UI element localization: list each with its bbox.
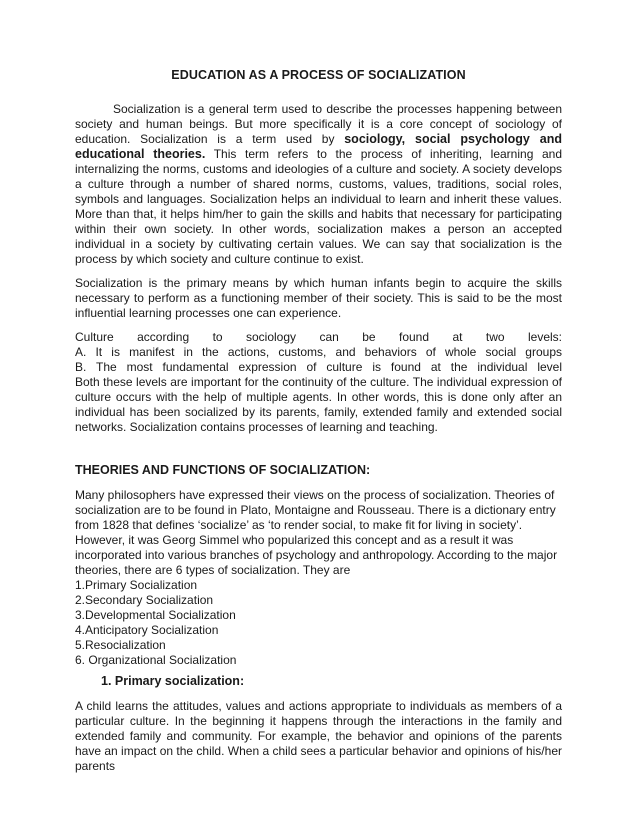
culture-levels-paragraph [75, 330, 562, 435]
list-item: 6. Organizational Socialization [75, 653, 237, 667]
socialization-types-list [75, 578, 562, 668]
primary-socialization-heading: 1. Primary socialization: [101, 674, 245, 688]
intro-text-start: Socialization is a general term used to describe the processes happening between society and human beings. But more specifically it is a core concept of sociology of education. Socialization is a term used by [75, 102, 562, 146]
list-item: 3.Developmental Socialization [75, 608, 236, 622]
intro-bold-phrase: sociology, social psychology and educational theories. [75, 132, 562, 161]
culture-levels-line: Culture according to sociology can be found at two levels: [75, 330, 562, 344]
list-item: 5.Resocialization [75, 638, 166, 652]
culture-levels-explanation: Both these levels are important for the continuity of the culture. The individual expression of culture occurs with the help of multiple agents. In other words, this is done only after an individual has been socialized by its parents, family, extended family and extended social networks. Socialization contains processes of learning and teaching. [75, 375, 562, 434]
list-item: 1.Primary Socialization [75, 578, 198, 592]
intro-paragraph [75, 102, 562, 267]
intro-text-end: This term refers to the process of inheriting, learning and internalizing the norms, customs and ideologies of a culture and society. A society develops a culture through a number of shared norms, customs, values, traditions, social roles, symbols and languages. Socialization helps an individual to learn and inherit these values. More than that, it helps him/her to gain the skills and habits that necessary for participating within their own society. In other words, socialization makes a person an accepted individual in a society by cultivating certain values. We can say that socialization is the process by which society and culture continue to exist. [75, 147, 562, 266]
culture-level-b: B. The most fundamental expression of culture is found at the individual level [75, 360, 562, 374]
list-item: 4.Anticipatory Socialization [75, 623, 219, 637]
culture-level-a: A. It is manifest in the actions, customs, and behaviors of whole social groups [75, 345, 562, 359]
theories-paragraph: Many philosophers have expressed their views on the process of socialization. Theories of socialization are to be found in Plato, Montaigne and Rousseau. There is a dictionary entry from 1828 that defines ‘socialize’ as ‘to render social, to make fit for living in society’. However, it was Georg Simmel who popularized this concept and as a result it was incorporated into various branches of psychology and anthropology. According to the major theories, there are 6 types of socialization. They are [75, 488, 558, 577]
theories-section-heading: THEORIES AND FUNCTIONS OF SOCIALIZATION: [75, 463, 371, 477]
list-item: 2.Secondary Socialization [75, 593, 214, 607]
document-title: EDUCATION AS A PROCESS OF SOCIALIZATION [171, 68, 466, 82]
primary-socialization-paragraph: A child learns the attitudes, values and actions appropriate to individuals as members of a particular culture. In the beginning it happens through the interactions in the family and extended family and community. For example, the behavior and opinions of the parents have an impact on the child. When a child sees a particular behavior and opinions of his/her parents [75, 699, 562, 773]
infant-socialization-paragraph: Socialization is the primary means by which human infants begin to acquire the skills necessary to perform as a functioning member of their society. This is said to be the most influential learning processes one can experience. [75, 276, 562, 320]
